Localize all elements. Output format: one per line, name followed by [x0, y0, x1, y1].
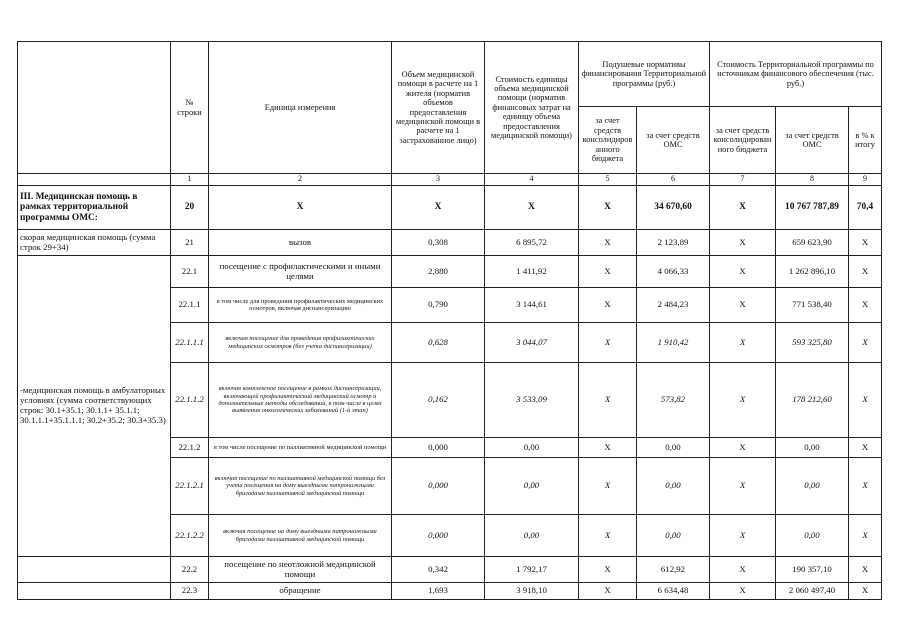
budget-rub-cell: X: [579, 186, 637, 230]
percent-cell: X: [849, 458, 882, 515]
volume-cell: 0,000: [392, 438, 485, 458]
column-number-row: [18, 174, 882, 186]
oms-rub-cell: 0,00: [637, 438, 710, 458]
oms-rub-cell: 612,92: [637, 557, 710, 583]
header-percent: в % к итогу: [849, 107, 882, 174]
ambulance-label: скорая медицинская помощь (сумма строк 29+34): [18, 230, 171, 256]
header-oms-thousand: за счет средств ОМС: [776, 107, 849, 174]
volume-cell: 0,790: [392, 288, 485, 323]
oms-thousand-cell: 190 357,10: [776, 557, 849, 583]
percent-cell: X: [849, 438, 882, 458]
budget-rub-cell: X: [579, 458, 637, 515]
unit-cell: в том числе для проведения профилактических медицинских осмотров, включая диспансеризацию: [209, 288, 392, 323]
oms-rub-cell: 573,82: [637, 363, 710, 438]
column-number: 4: [485, 174, 579, 186]
row-number: 22.1.1.2: [171, 363, 209, 438]
oms-thousand-cell: 771 538,40: [776, 288, 849, 323]
budget-thousand-cell: X: [710, 438, 776, 458]
oms-thousand-cell: 0,00: [776, 515, 849, 557]
budget-thousand-cell: X: [710, 256, 776, 288]
row-blank: [18, 583, 171, 600]
unit-cost-cell: 3 918,10: [485, 583, 579, 600]
column-number: 8: [776, 174, 849, 186]
unit-cost-cell: 1 411,92: [485, 256, 579, 288]
volume-cell: 0,628: [392, 323, 485, 363]
oms-rub-cell: 34 670,60: [637, 186, 710, 230]
budget-thousand-cell: X: [710, 323, 776, 363]
unit-cost-cell: 0,00: [485, 458, 579, 515]
oms-thousand-cell: 1 262 896,10: [776, 256, 849, 288]
percent-cell: X: [849, 323, 882, 363]
volume-cell: 0,162: [392, 363, 485, 438]
unit-cost-cell: 6 895,72: [485, 230, 579, 256]
oms-thousand-cell: 0,00: [776, 438, 849, 458]
row-number: 22.2: [171, 557, 209, 583]
unit-cost-cell: X: [485, 186, 579, 230]
volume-cell: X: [392, 186, 485, 230]
row-number: 22.1.2: [171, 438, 209, 458]
header-volume: Объем медицинской помощи в расчете на 1 жителя (норматив объемов предоставления медицинской помощи в расчете на 1 застрахованное лицо): [392, 42, 485, 174]
column-number: 3: [392, 174, 485, 186]
unit-cost-cell: 3 533,09: [485, 363, 579, 438]
header-unit-cost: Стоимость единицы объема медицинской помощи (норматив финансовых затрат на единицу объема предоставления медицинской помощи): [485, 42, 579, 174]
budget-thousand-cell: X: [710, 458, 776, 515]
column-number: 2: [209, 174, 392, 186]
unit-cell: включая посещение по паллиативной медицинской помощи без учета посещения на дому выездными патронажными бригадами паллиативной медицинской помощи: [209, 458, 392, 515]
row-number: 22.1.1: [171, 288, 209, 323]
volume-cell: 0,342: [392, 557, 485, 583]
budget-rub-cell: X: [579, 438, 637, 458]
header-oms-rub: за счет средств ОМС: [637, 107, 710, 174]
volume-cell: 2,880: [392, 256, 485, 288]
unit-cell: вызов: [209, 230, 392, 256]
header-budget-thousand: за счет средств консолидированного бюджета: [710, 107, 776, 174]
volume-cell: 0,308: [392, 230, 485, 256]
header-budget-rub: за счет средств консолидированного бюджета: [579, 107, 637, 174]
unit-cell: включая посещение для проведения профилактических медицинских осмотров (без учета диспансеризации): [209, 323, 392, 363]
row-number: 21: [171, 230, 209, 256]
oms-thousand-cell: 2 060 497,40: [776, 583, 849, 600]
financing-table: [17, 41, 882, 600]
oms-rub-cell: 2 484,23: [637, 288, 710, 323]
percent-cell: X: [849, 515, 882, 557]
section-row: [18, 186, 882, 230]
oms-rub-cell: 2 123,89: [637, 230, 710, 256]
row-number: 22.1.2.2: [171, 515, 209, 557]
oms-thousand-cell: 659 623,90: [776, 230, 849, 256]
row-number: 22.1.2.1: [171, 458, 209, 515]
budget-thousand-cell: X: [710, 288, 776, 323]
row-blank: [18, 557, 171, 583]
budget-thousand-cell: X: [710, 583, 776, 600]
oms-rub-cell: 4 066,33: [637, 256, 710, 288]
unit-cell: обращение: [209, 583, 392, 600]
column-number: 5: [579, 174, 637, 186]
budget-rub-cell: X: [579, 583, 637, 600]
column-number: 6: [637, 174, 710, 186]
unit-cost-cell: 3 144,61: [485, 288, 579, 323]
table-row: [18, 256, 882, 288]
column-number: 1: [171, 174, 209, 186]
unit-cell: в том числе посещение по паллиативной медицинской помощи: [209, 438, 392, 458]
header-row-top: [18, 42, 882, 107]
unit-cost-cell: 0,00: [485, 515, 579, 557]
budget-rub-cell: X: [579, 256, 637, 288]
outpatient-label: -медицинская помощь в амбулаторных условиях (сумма соответствующих строк: 30.1+35.1; 30.1.1+ 35.1.1; 30.1.1.1+35.1.1.1; 30.2+35.2; 30.3+35.3): [18, 256, 171, 557]
unit-cost-cell: 3 044,07: [485, 323, 579, 363]
unit-cost-cell: 1 792,17: [485, 557, 579, 583]
ambulance-row: [18, 230, 882, 256]
budget-rub-cell: X: [579, 363, 637, 438]
oms-thousand-cell: 10 767 787,89: [776, 186, 849, 230]
budget-rub-cell: X: [579, 323, 637, 363]
header-row-number: № строки: [171, 42, 209, 174]
percent-cell: X: [849, 363, 882, 438]
row-number: 22.1.1.1: [171, 323, 209, 363]
percent-cell: 70,4: [849, 186, 882, 230]
percent-cell: X: [849, 557, 882, 583]
column-number: 9: [849, 174, 882, 186]
header-unit: Единица измерения: [209, 42, 392, 174]
budget-rub-cell: X: [579, 515, 637, 557]
oms-rub-cell: 6 634,48: [637, 583, 710, 600]
header-cost-sources: Стоимость Территориальной программы по источникам финансового обеспечения (тыс. руб.): [710, 42, 882, 107]
unit-cell: посещение с профилактическими и иными целями: [209, 256, 392, 288]
volume-cell: 0,000: [392, 458, 485, 515]
volume-cell: 0,000: [392, 515, 485, 557]
row-number: 20: [171, 186, 209, 230]
oms-thousand-cell: 0,00: [776, 458, 849, 515]
oms-thousand-cell: 178 212,60: [776, 363, 849, 438]
budget-thousand-cell: X: [710, 363, 776, 438]
oms-rub-cell: 0,00: [637, 458, 710, 515]
header-blank: [18, 42, 171, 174]
table-row: [18, 583, 882, 600]
budget-thousand-cell: X: [710, 230, 776, 256]
unit-cell: посещение по неотложной медицинской помощи: [209, 557, 392, 583]
oms-rub-cell: 0,00: [637, 515, 710, 557]
oms-thousand-cell: 593 325,80: [776, 323, 849, 363]
percent-cell: X: [849, 230, 882, 256]
unit-cell: включая посещение на дому выездными патронажными бригадами паллиативной медицинской помощи: [209, 515, 392, 557]
row-number: 22.1: [171, 256, 209, 288]
budget-thousand-cell: X: [710, 186, 776, 230]
header-per-capita: Подушевые нормативы финансирования Территориальной программы (руб.): [579, 42, 710, 107]
table-row: [18, 557, 882, 583]
budget-rub-cell: X: [579, 288, 637, 323]
budget-rub-cell: X: [579, 557, 637, 583]
volume-cell: 1,693: [392, 583, 485, 600]
budget-thousand-cell: X: [710, 557, 776, 583]
section-label: III. Медицинская помощь в рамках территориальной программы ОМС:: [18, 186, 171, 230]
percent-cell: X: [849, 288, 882, 323]
budget-rub-cell: X: [579, 230, 637, 256]
percent-cell: X: [849, 583, 882, 600]
column-number-blank: [18, 174, 171, 186]
unit-cell: X: [209, 186, 392, 230]
unit-cell: включая комплексное посещение в рамках диспансеризации, включающей профилактический медицинский осмотр и дополнительные методы обследований, в том числе в целях выявления онкологических заболеваний (1-й этап): [209, 363, 392, 438]
unit-cost-cell: 0,00: [485, 438, 579, 458]
oms-rub-cell: 1 910,42: [637, 323, 710, 363]
percent-cell: X: [849, 256, 882, 288]
column-number: 7: [710, 174, 776, 186]
budget-thousand-cell: X: [710, 515, 776, 557]
row-number: 22.3: [171, 583, 209, 600]
